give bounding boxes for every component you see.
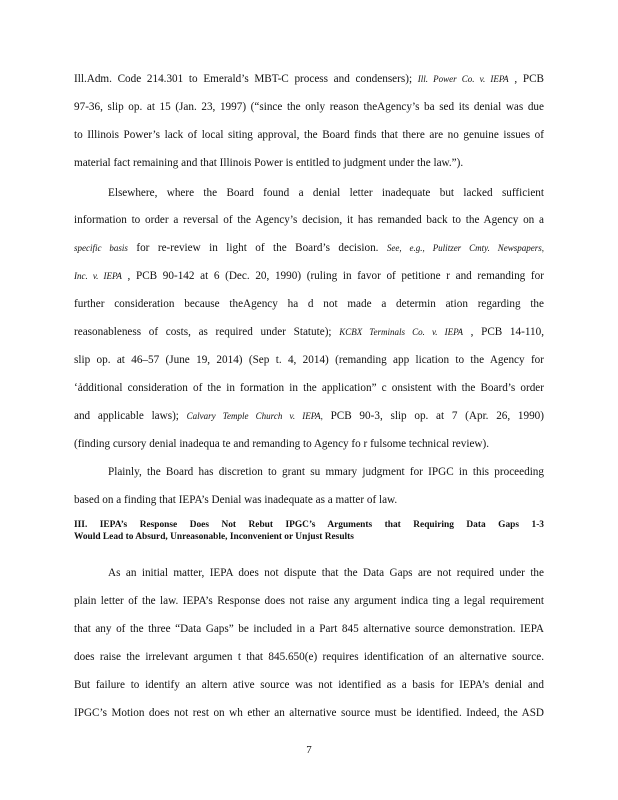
text-run: Plainly, the Board has discretion to grant su mmary judgment for IPGC in this proceeding <box>108 466 544 478</box>
section-heading-line-1: III. IEPA’s Response Does Not Rebut IPGC’s Arguments that Requiring Data Gaps 1-3 <box>74 520 544 530</box>
case-citation: Ill. Power Co. v. IEPA <box>417 74 509 84</box>
text-line <box>74 213 544 227</box>
text-run: and applicable laws); <box>74 410 187 422</box>
text-line <box>74 706 544 720</box>
text-run: , PCB 14-110, <box>462 326 544 338</box>
case-citation: Inc. v. IEPA <box>74 271 122 281</box>
text-run: for re-review in light of the Board’s decision. <box>127 242 387 254</box>
text-run: As an initial matter, IEPA does not dispute that the Data Gaps are not required under the <box>108 567 544 579</box>
text-line <box>74 594 544 608</box>
text-line <box>74 297 544 311</box>
text-run: plain letter of the law. IEPA’s Response does not raise any argument indica ting a legal requirement <box>74 595 544 607</box>
text-line <box>74 353 544 367</box>
text-run: reasonableness of costs, as required under Statute); <box>74 326 340 338</box>
section-heading-line-2: Would Lead to Absurd, Unreasonable, Inconvenient or Unjust Results <box>74 532 354 542</box>
text-line <box>74 241 544 255</box>
text-line <box>74 100 544 114</box>
text-line <box>74 650 544 664</box>
text-line <box>108 186 544 200</box>
text-line <box>74 325 544 339</box>
case-citation: KCBX Terminals Co. v. IEPA <box>339 327 463 337</box>
text-line <box>74 156 544 170</box>
text-line <box>74 381 544 395</box>
text-line <box>74 493 544 507</box>
text-line <box>74 269 544 283</box>
case-citation: See, e.g., Pulitzer Cmty. Newspapers, <box>386 243 544 253</box>
text-run: material fact remaining and that Illinois Power is entitled to judgment under the law.”). <box>74 157 464 169</box>
text-run: But failure to identify an altern ative source was not identified as a basis for IEPA’s denial and <box>74 679 544 691</box>
text-run: information to order a reversal of the Agency’s decision, it has remanded back to the Agency on a <box>74 214 544 226</box>
text-line <box>74 622 544 636</box>
text-line <box>74 678 544 692</box>
text-run: (finding cursory denial inadequa te and remanding to Agency fo r fulsome technical review). <box>74 438 490 450</box>
text-line <box>74 437 544 451</box>
text-run: PCB 90-3, slip op. at 7 (Apr. 26, 1990) <box>322 410 545 422</box>
case-citation: specific basis <box>74 243 128 253</box>
text-run: to Illinois Power’s lack of local siting approval, the Board finds that there are no genuine issues of <box>74 129 544 141</box>
text-line <box>108 465 544 479</box>
page-number: 7 <box>306 744 312 756</box>
text-line <box>74 409 544 423</box>
text-run: , PCB <box>508 73 544 85</box>
text-run: that any of the three “Data Gaps” be included in a Part 845 alternative source demonstration. IEPA <box>74 623 544 635</box>
text-run: slip op. at 46–57 (June 19, 2014) (Sep t. 4, 2014) (remanding app lication to the Agency for <box>74 354 544 366</box>
text-line <box>74 128 544 142</box>
text-line <box>108 566 544 580</box>
text-run: IPGC’s Motion does not rest on wh ether an alternative source must be identified. Indeed, the ASD <box>74 707 544 719</box>
text-run: based on a finding that IEPA’s Denial was inadequate as a matter of law. <box>74 494 398 506</box>
text-run: further consideration because theAgency ha d not made a determin ation regarding the <box>74 298 544 310</box>
text-line <box>74 72 544 86</box>
text-run: Elsewhere, where the Board found a denial letter inadequate but lacked sufficient <box>108 187 544 199</box>
case-citation: Calvary Temple Church v. IEPA, <box>186 411 323 421</box>
text-run: , PCB 90-142 at 6 (Dec. 20, 1990) (ruling in favor of petitione r and remanding for <box>121 270 544 282</box>
text-run: Ill.Adm. Code 214.301 to Emerald’s MBT-C process and condensers); <box>74 73 418 85</box>
text-run: 97-36, slip op. at 15 (Jan. 23, 1997) (“since the only reason theAgency’s ba sed its denial was due <box>74 101 544 113</box>
text-run: does raise the irrelevant argumen t that 845.650(e) requires identification of an alternative source. <box>74 651 544 663</box>
text-run: ‘ảdditional consideration of the in formation in the application” c onsistent with the Board’s order <box>74 382 544 394</box>
